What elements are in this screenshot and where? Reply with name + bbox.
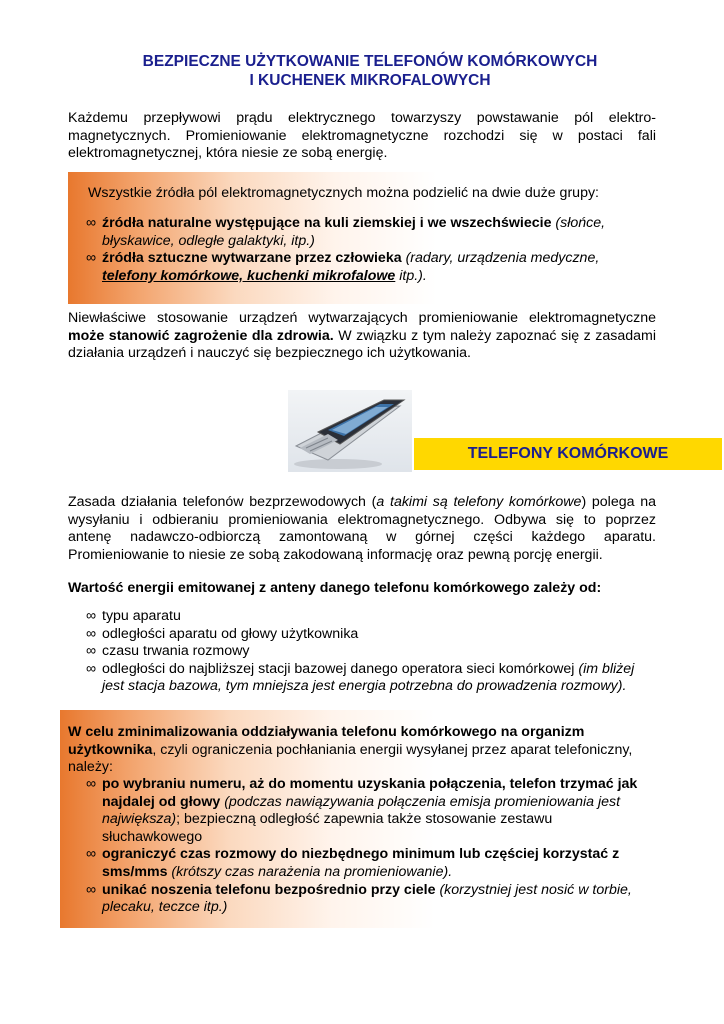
- infinity-bullet-icon: ∞: [86, 608, 97, 624]
- recommendations-list: [86, 776, 656, 917]
- infinity-bullet-icon: ∞: [86, 776, 97, 792]
- sources-box: [68, 172, 663, 304]
- title-line-1: BEZPIECZNE UŻYTKOWANIE TELEFONÓW KOMÓRKOWYCH: [142, 53, 598, 70]
- infinity-bullet-icon: ∞: [86, 643, 97, 660]
- warning-paragraph: Niewłaściwe stosowanie urządzeń wytwarzających promieniowanie elektromagnetyczne może stanowić zagrożenie dla zdrowia. W związku z tym należy zapoznać się z zasadami działania urządzeń i nauczyć się bezpiecznego ich użytkowania.: [68, 310, 656, 362]
- factors-list: [86, 608, 656, 696]
- list-item: ∞ po wybraniu numeru, aż do momentu uzyskania połączenia, telefon trzymać jak najdalej od głowy (podczas nawiązywania połączenia emisja promieniowania jest największa); bezpieczną odległość zapewnia także stosowanie zestawu słuchawkowego: [86, 776, 638, 845]
- sources-lead: Wszystkie źródła pól elektromagnetycznych można podzielić na dwie duże grupy:: [88, 185, 599, 201]
- phone-illustration: [288, 390, 412, 472]
- list-item: ∞ źródła sztuczne wytwarzane przez człowieka (radary, urządzenia medyczne, telefony komórkowe, kuchenki mikrofalowe itp.).: [86, 250, 600, 284]
- infinity-bullet-icon: ∞: [86, 660, 97, 677]
- title-line-2: I KUCHENEK MIKROFALOWYCH: [249, 72, 491, 89]
- infinity-bullet-icon: ∞: [86, 215, 97, 231]
- list-item: ∞ czasu trwania rozmowy: [86, 643, 250, 660]
- list-item: ∞ typu aparatu: [86, 608, 181, 624]
- page-title: [60, 52, 680, 90]
- list-item: ∞ odległości aparatu od głowy użytkownika: [86, 625, 359, 642]
- infinity-bullet-icon: ∞: [86, 625, 97, 642]
- list-item: ∞ ograniczyć czas rozmowy do niezbędnego minimum lub częściej korzystać z sms/mms (krótszy czas narażenia na promieniowanie).: [86, 846, 620, 880]
- section-banner-mobile-phones: TELEFONY KOMÓRKOWE: [414, 438, 722, 470]
- list-item: ∞ odległości do najbliższej stacji bazowej danego operatora sieci komórkowej (im bliżej jest stacja bazowa, tym mniejsza jest energia potrzebna do prowadzenia rozmowy).: [86, 660, 635, 695]
- recommendations-box: [60, 710, 665, 928]
- list-item: ∞ źródła naturalne występujące na kuli ziemskiej i we wszechświecie (słońce, błyskawice, odległe galaktyki, itp.): [86, 215, 606, 249]
- energy-heading: Wartość energii emitowanej z anteny danego telefonu komórkowego zależy od:: [68, 580, 602, 596]
- infinity-bullet-icon: ∞: [86, 250, 97, 267]
- list-item: ∞ unikać noszenia telefonu bezpośrednio przy ciele (korzystniej jest nosić w torbie, plecaku, teczce itp.): [86, 881, 632, 916]
- intro-paragraph: Każdemu przepływowi prądu elektrycznego towarzyszy powstawanie pól elektro-magnetycznych. Promieniowanie elektromagnetyczne rozchodzi się w postaci fali elektromagnetycznej, która niesie ze sobą energię.: [68, 110, 656, 162]
- infinity-bullet-icon: ∞: [86, 881, 97, 898]
- mobile-paragraph: Zasada działania telefonów bezprzewodowych (a takimi są telefony komórkowe) polega na wysyłaniu i odbieraniu promieniowania elektromagnetycznego. Odbywa się to poprzez antenę nadawczo-odbiorczą zamontowaną w górnej części każdego aparatu. Promieniowanie to niesie ze sobą zakodowaną informację oraz pewną porcję energii.: [68, 494, 656, 563]
- recommendations-lead: W celu zminimalizowania oddziaływania telefonu komórkowego na organizm użytkownika, czyli ograniczenia pochłaniania energii wysyłanej przez aparat telefoniczny, należy:: [68, 724, 633, 776]
- mobile-phone-image: [288, 390, 412, 472]
- infinity-bullet-icon: ∞: [86, 846, 97, 863]
- sources-list: [86, 215, 654, 285]
